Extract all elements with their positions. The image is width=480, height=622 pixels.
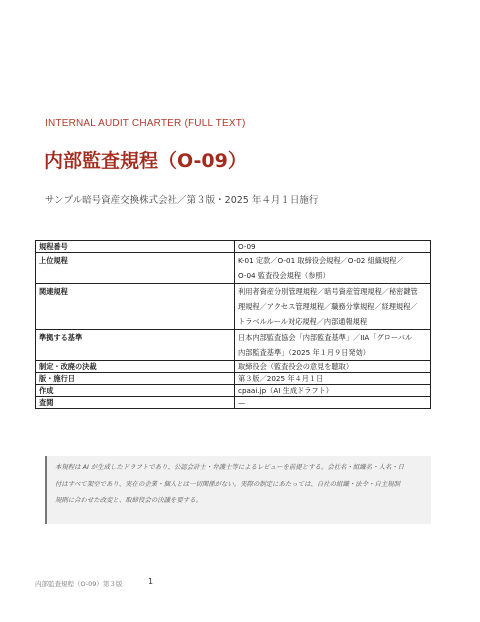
meta-key-cell xyxy=(36,253,235,284)
meta-value-line: 利用者資産分別管理規程／暗号資産管理規程／秘密鍵管 xyxy=(238,287,418,296)
meta-key-label: 作成 xyxy=(39,386,54,395)
meta-key-cell xyxy=(36,284,235,330)
meta-key-label: 査閲 xyxy=(39,398,54,407)
meta-key-cell xyxy=(36,385,235,397)
meta-key-cell xyxy=(36,330,235,361)
meta-value-line: 内部監査基準」（2025 年１月９日発効） xyxy=(238,348,370,357)
document-kicker: INTERNAL AUDIT CHARTER (FULL TEXT) xyxy=(45,118,246,129)
meta-value-cell xyxy=(235,385,431,397)
meta-key-cell xyxy=(36,241,235,253)
disclaimer-line: 付はすべて架空であり、実在の企業・個人とは一切関係がない。実際の制定にあたっては、自社の組織・法令・自主規制 xyxy=(55,479,400,488)
regulation-meta-table xyxy=(35,240,431,409)
meta-key-label: 準拠する基準 xyxy=(39,333,83,342)
table-row xyxy=(36,385,431,397)
document-subtitle: サンプル暗号資産交換株式会社／第３版・2025 年４月１日施行 xyxy=(45,195,319,206)
document-title: 内部監査規程（O-09） xyxy=(44,150,247,172)
table-row xyxy=(36,241,431,253)
meta-value-line: — xyxy=(238,398,246,407)
meta-key-label: 関連規程 xyxy=(39,287,68,296)
meta-value-line: 日本内部監査協会「内部監査基準」／IIA「グローバル xyxy=(238,333,413,342)
meta-key-cell xyxy=(36,373,235,385)
meta-key-label: 制定・改廃の決裁 xyxy=(39,362,97,371)
meta-value-cell xyxy=(235,253,431,284)
meta-value-cell xyxy=(235,373,431,385)
meta-value-line: 理規程／アクセス管理規程／職務分掌規程／経理規程／ xyxy=(238,302,418,311)
meta-value-cell xyxy=(235,397,431,409)
table-row xyxy=(36,373,431,385)
meta-key-label: 規程番号 xyxy=(39,242,68,251)
meta-value-line: cpaai.jp（AI 生成ドラフト） xyxy=(238,386,333,395)
table-row xyxy=(36,330,431,361)
meta-value-cell xyxy=(235,330,431,361)
meta-key-label: 上位規程 xyxy=(39,256,68,265)
meta-value-line: トラベルルール対応規程／内部通報規程 xyxy=(238,317,368,326)
table-row xyxy=(36,253,431,284)
meta-key-cell xyxy=(36,397,235,409)
meta-key-cell xyxy=(36,361,235,373)
meta-value-line: O-04 監査役会規程（参照） xyxy=(238,271,330,280)
meta-value-line: K-01 定款／O-01 取締役会規程／O-02 組織規程／ xyxy=(238,256,404,265)
disclaimer-line: 本規程は AI が生成したドラフトであり、公認会計士・弁護士等によるレビューを前提とする。会社名・組織名・人名・日 xyxy=(55,463,405,471)
meta-value-line: O-09 xyxy=(238,242,256,251)
page-number: 1 xyxy=(148,577,154,586)
meta-value-cell xyxy=(235,241,431,253)
footer-label: 内部監査規程（O-09）第３版 xyxy=(35,580,123,588)
table-row xyxy=(36,361,431,373)
meta-value-line: 取締役会（監査役会の意見を聴取） xyxy=(238,362,354,371)
meta-value-cell xyxy=(235,284,431,330)
meta-value-cell xyxy=(235,361,431,373)
disclaimer-line: 規則に合わせた改変と、取締役会の決議を要する。 xyxy=(55,496,202,504)
table-row xyxy=(36,284,431,330)
meta-value-line: 第３版／2025 年４月１日 xyxy=(238,374,324,383)
disclaimer-note xyxy=(45,456,431,524)
table-row xyxy=(36,397,431,409)
meta-key-label: 版・施行日 xyxy=(39,374,75,383)
